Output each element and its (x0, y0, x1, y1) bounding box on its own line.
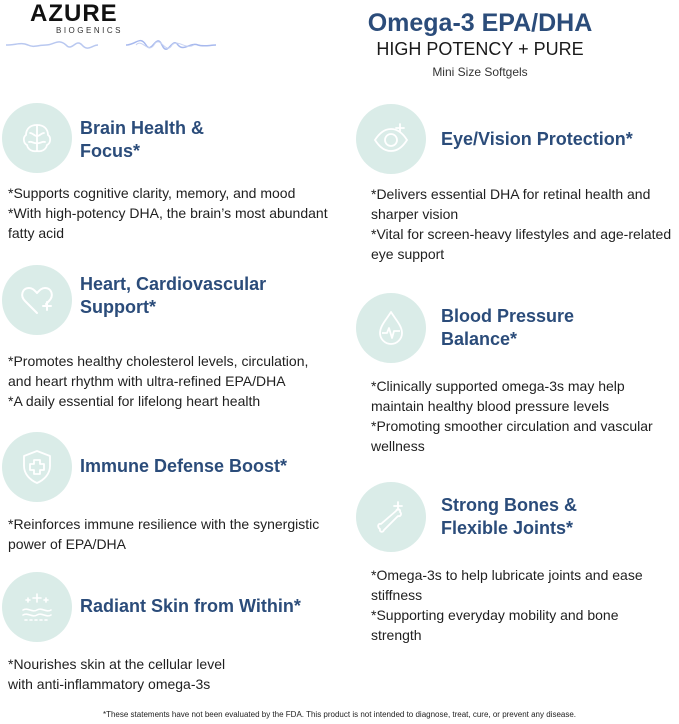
brain-icon (2, 103, 72, 173)
product-title: Omega-3 EPA/DHA (367, 9, 593, 37)
feature-title-eye: Eye/Vision Protection* (441, 129, 633, 149)
feature-title-immune: Immune Defense Boost* (80, 456, 288, 476)
feature-title-bones: Strong Bones & Flexible Joints* (441, 495, 578, 538)
feature-title-heart: Heart, Cardiovascular Support* (80, 274, 267, 317)
feature-title-blood-pressure: Blood Pressure Balance* (441, 306, 575, 349)
feature-title-skin: Radiant Skin from Within* (80, 596, 301, 616)
feature-text-immune: *Reinforces immune resilience with the synergistic power of EPA/DHA (8, 516, 320, 552)
feature-text-blood-pressure: *Clinically supported omega-3s may help maintain healthy blood pressure levels *Promoting smoother circulation and vascular wellness (371, 378, 653, 454)
brand-name: AZURE (30, 0, 118, 27)
shield-cross-icon (2, 432, 72, 502)
product-subtitle: HIGH POTENCY + PURE (376, 39, 584, 59)
feature-text-heart: *Promotes healthy cholesterol levels, circulation, and heart rhythm with ultra-refined EPA/DHA *A daily essential for lifelong heart health (8, 353, 309, 409)
feature-text-eye: *Delivers essential DHA for retinal health and sharper vision *Vital for screen-heavy lifestyles and age-related eye support (371, 186, 672, 262)
product-form: Mini Size Softgels (432, 65, 528, 79)
eye-plus-icon (356, 104, 426, 174)
feature-text-bones: *Omega-3s to help lubricate joints and ease stiffness *Supporting everyday mobility and bone strength (371, 567, 643, 643)
skin-sparkle-icon (2, 572, 72, 642)
heart-plus-icon (2, 265, 72, 335)
feature-title-brain: Brain Health & Focus* (80, 118, 205, 161)
feature-text-skin: *Nourishes skin at the cellular level with anti-inflammatory omega-3s (8, 656, 226, 692)
fda-disclaimer: *These statements have not been evaluated by the FDA. This product is not intended to diagnose, treat, cure, or prevent any disease. (102, 710, 577, 719)
bone-plus-icon (356, 482, 426, 552)
feature-text-brain: *Supports cognitive clarity, memory, and mood *With high-potency DHA, the brain’s most abundant fatty acid (8, 185, 328, 241)
brand-subtitle: BIOGENICS (56, 26, 123, 35)
blood-drop-pulse-icon (356, 293, 426, 363)
